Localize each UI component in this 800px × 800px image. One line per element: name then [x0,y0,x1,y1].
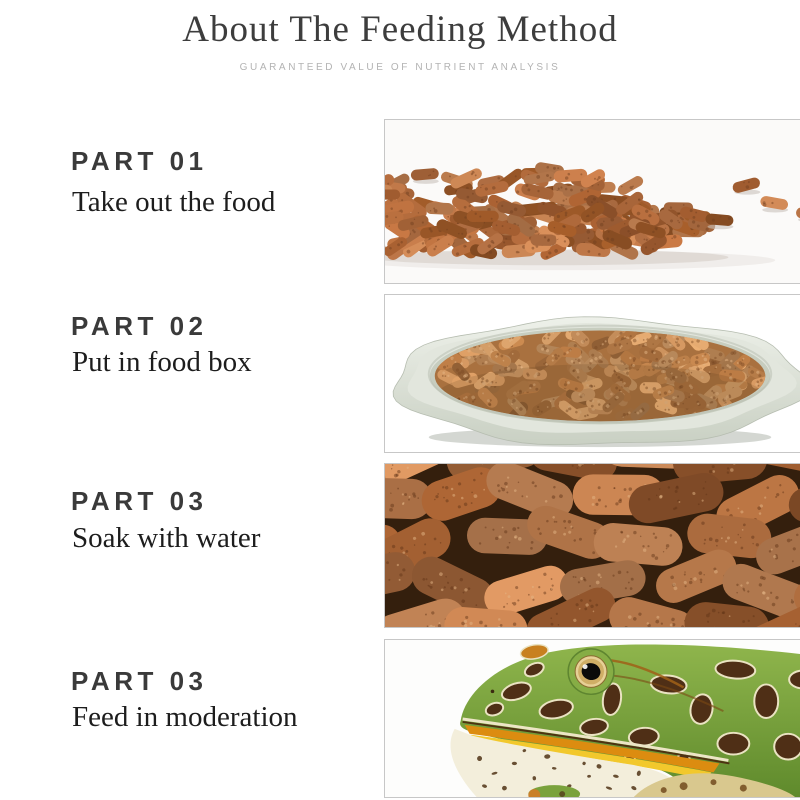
step-3-caption: Soak with water [72,522,261,554]
step-4-photo [384,639,800,798]
page-title: About The Feeding Method [182,9,618,50]
step-1-label: PART 01 [71,146,208,176]
pellets-bowl-image [385,295,800,452]
step-4-label: PART 03 [71,666,208,696]
step-3-photo [384,463,800,628]
step-3-label: PART 03 [71,486,208,516]
step-4-caption: Feed in moderation [72,701,298,733]
step-2-photo [384,294,800,453]
step-1-caption: Take out the food [72,186,276,218]
soaked-pellets-image [385,464,800,627]
step-2-label: PART 02 [71,311,208,341]
step-1-photo [384,119,800,284]
page-subtitle: GUARANTEED VALUE OF NUTRIENT ANALYSIS [239,62,561,73]
pacman-frog-image [385,640,800,797]
step-2-caption: Put in food box [72,346,252,378]
pellets-pile-image [385,120,800,283]
